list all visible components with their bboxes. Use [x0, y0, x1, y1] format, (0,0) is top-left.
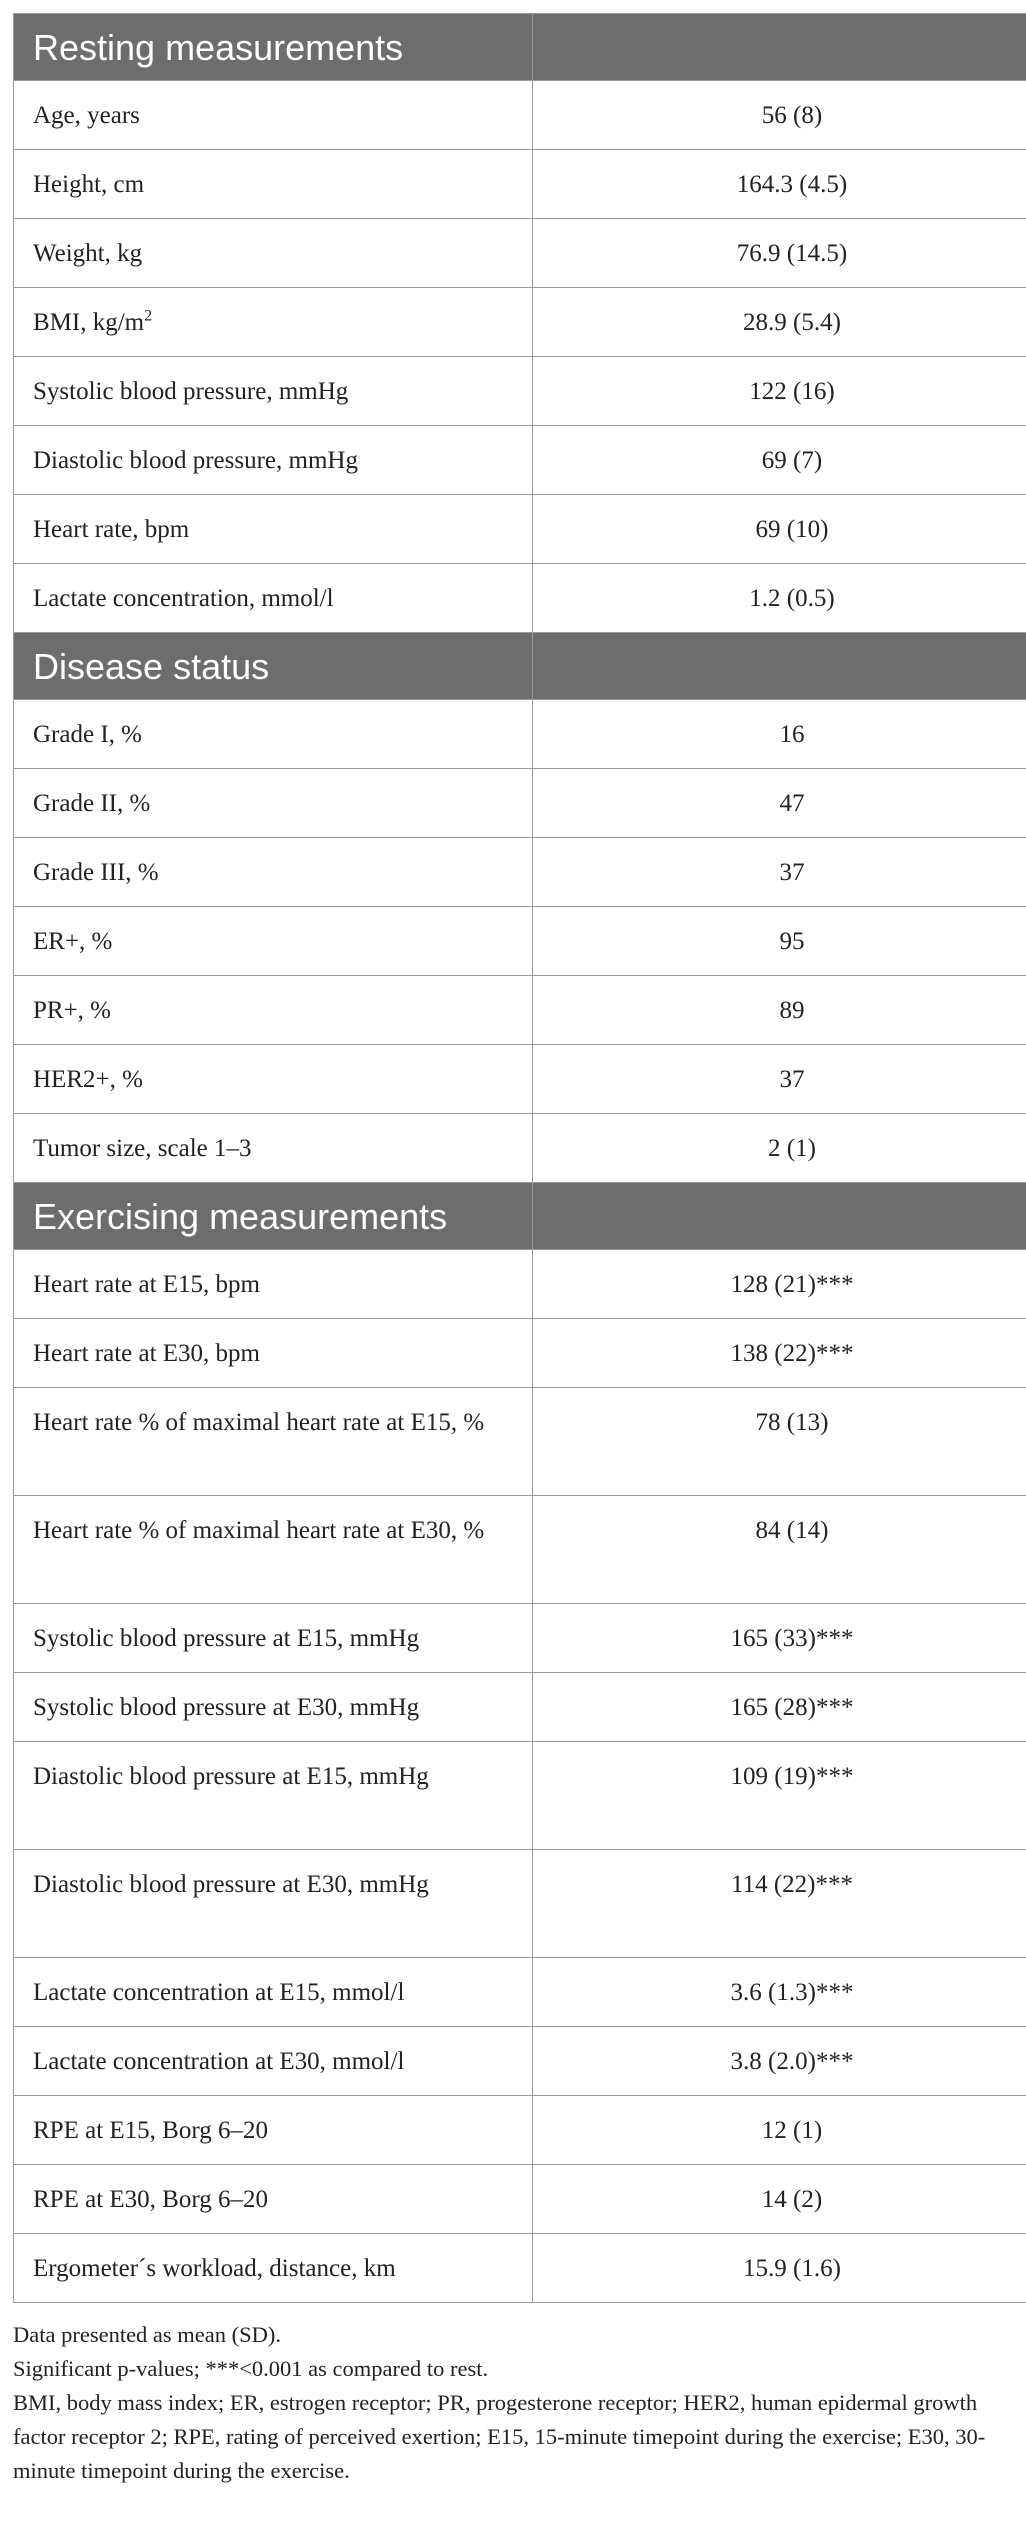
row-label: Tumor size, scale 1–3	[14, 1114, 533, 1183]
row-label: Heart rate % of maximal heart rate at E30, %	[14, 1496, 533, 1604]
row-label: Weight, kg	[14, 219, 533, 288]
table-row	[14, 495, 1026, 564]
row-label: Height, cm	[14, 150, 533, 219]
table-footnotes	[13, 2318, 1003, 2488]
table-row	[14, 1958, 1026, 2027]
table-row	[14, 81, 1026, 150]
row-label: Age, years	[14, 81, 533, 150]
row-value: 69 (7)	[533, 426, 1026, 495]
table-row	[14, 1850, 1026, 1958]
row-value: 47	[533, 769, 1026, 838]
table-row	[14, 2027, 1026, 2096]
row-label: PR+, %	[14, 976, 533, 1045]
section-title: Resting measurements	[14, 14, 533, 81]
row-value: 138 (22)***	[533, 1319, 1026, 1388]
table-row	[14, 564, 1026, 633]
section-header-disease	[14, 633, 1026, 700]
table-row	[14, 907, 1026, 976]
table-row	[14, 1604, 1026, 1673]
table-row	[14, 1114, 1026, 1183]
row-value: 37	[533, 838, 1026, 907]
table-row	[14, 1319, 1026, 1388]
table-row	[14, 2165, 1026, 2234]
row-value: 76.9 (14.5)	[533, 219, 1026, 288]
row-value: 122 (16)	[533, 357, 1026, 426]
table-row	[14, 1250, 1026, 1319]
row-value: 84 (14)	[533, 1496, 1026, 1604]
footnote: Significant p-values; ***<0.001 as compared to rest.	[13, 2356, 489, 2381]
table-row	[14, 357, 1026, 426]
table-row	[14, 838, 1026, 907]
section-title: Exercising measurements	[14, 1183, 533, 1250]
row-label: Systolic blood pressure at E15, mmHg	[14, 1604, 533, 1673]
section-header-resting	[14, 14, 1026, 81]
row-value: 56 (8)	[533, 81, 1026, 150]
row-label: Heart rate % of maximal heart rate at E15, %	[14, 1388, 533, 1496]
table-row	[14, 1045, 1026, 1114]
table-row	[14, 288, 1026, 357]
row-value: 164.3 (4.5)	[533, 150, 1026, 219]
table-row	[14, 1496, 1026, 1604]
row-value: 1.2 (0.5)	[533, 564, 1026, 633]
row-label-with-superscript	[14, 288, 533, 357]
row-label: Systolic blood pressure at E30, mmHg	[14, 1673, 533, 1742]
row-value: 28.9 (5.4)	[533, 288, 1026, 357]
row-value: 2 (1)	[533, 1114, 1026, 1183]
row-value: 89	[533, 976, 1026, 1045]
table-row	[14, 976, 1026, 1045]
row-value: 114 (22)***	[533, 1850, 1026, 1958]
measurements-table	[13, 13, 1026, 2303]
row-label: Grade II, %	[14, 769, 533, 838]
row-value: 128 (21)***	[533, 1250, 1026, 1319]
table-row	[14, 1742, 1026, 1850]
row-label: Systolic blood pressure, mmHg	[14, 357, 533, 426]
row-label: Heart rate at E30, bpm	[14, 1319, 533, 1388]
row-value: 3.6 (1.3)***	[533, 1958, 1026, 2027]
section-header-empty-cell	[533, 14, 1026, 81]
row-value: 69 (10)	[533, 495, 1026, 564]
row-label: Diastolic blood pressure, mmHg	[14, 426, 533, 495]
section-header-empty-cell	[533, 1183, 1026, 1250]
row-value: 78 (13)	[533, 1388, 1026, 1496]
footnote: Data presented as mean (SD).	[13, 2322, 282, 2347]
row-label: RPE at E15, Borg 6–20	[14, 2096, 533, 2165]
row-label: Diastolic blood pressure at E30, mmHg	[14, 1850, 533, 1958]
row-label: ER+, %	[14, 907, 533, 976]
table-row	[14, 2234, 1026, 2303]
row-value: 12 (1)	[533, 2096, 1026, 2165]
table-row	[14, 426, 1026, 495]
row-label: Heart rate at E15, bpm	[14, 1250, 533, 1319]
row-label: Heart rate, bpm	[14, 495, 533, 564]
superscript: 2	[144, 307, 153, 325]
row-value: 95	[533, 907, 1026, 976]
table-row	[14, 1673, 1026, 1742]
table-row	[14, 150, 1026, 219]
row-value: 14 (2)	[533, 2165, 1026, 2234]
row-label: Lactate concentration at E30, mmol/l	[14, 2027, 533, 2096]
row-label: RPE at E30, Borg 6–20	[14, 2165, 533, 2234]
row-label: Lactate concentration at E15, mmol/l	[14, 1958, 533, 2027]
table-row	[14, 219, 1026, 288]
row-value: 109 (19)***	[533, 1742, 1026, 1850]
row-label: Diastolic blood pressure at E15, mmHg	[14, 1742, 533, 1850]
row-value: 3.8 (2.0)***	[533, 2027, 1026, 2096]
table-row	[14, 1388, 1026, 1496]
row-value: 165 (28)***	[533, 1673, 1026, 1742]
section-header-empty-cell	[533, 633, 1026, 700]
row-value: 37	[533, 1045, 1026, 1114]
table-row	[14, 769, 1026, 838]
row-label: HER2+, %	[14, 1045, 533, 1114]
section-header-exercising	[14, 1183, 1026, 1250]
row-label: BMI, kg/m	[33, 308, 145, 336]
row-label: Lactate concentration, mmol/l	[14, 564, 533, 633]
row-value: 16	[533, 700, 1026, 769]
footnote: BMI, body mass index; ER, estrogen receptor; PR, progesterone receptor; HER2, human epidermal growth factor receptor 2; RPE, rating of perceived exertion; E15, 15-minute timepoint during the exercise; E30, 30-minute timepoint during the exercise.	[13, 2390, 986, 2483]
row-label: Grade III, %	[14, 838, 533, 907]
table-row	[14, 2096, 1026, 2165]
row-label: Ergometer´s workload, distance, km	[14, 2234, 533, 2303]
table-row	[14, 700, 1026, 769]
section-title: Disease status	[14, 633, 533, 700]
row-label: Grade I, %	[14, 700, 533, 769]
table-body	[14, 14, 1026, 2303]
row-value: 165 (33)***	[533, 1604, 1026, 1673]
row-value: 15.9 (1.6)	[533, 2234, 1026, 2303]
